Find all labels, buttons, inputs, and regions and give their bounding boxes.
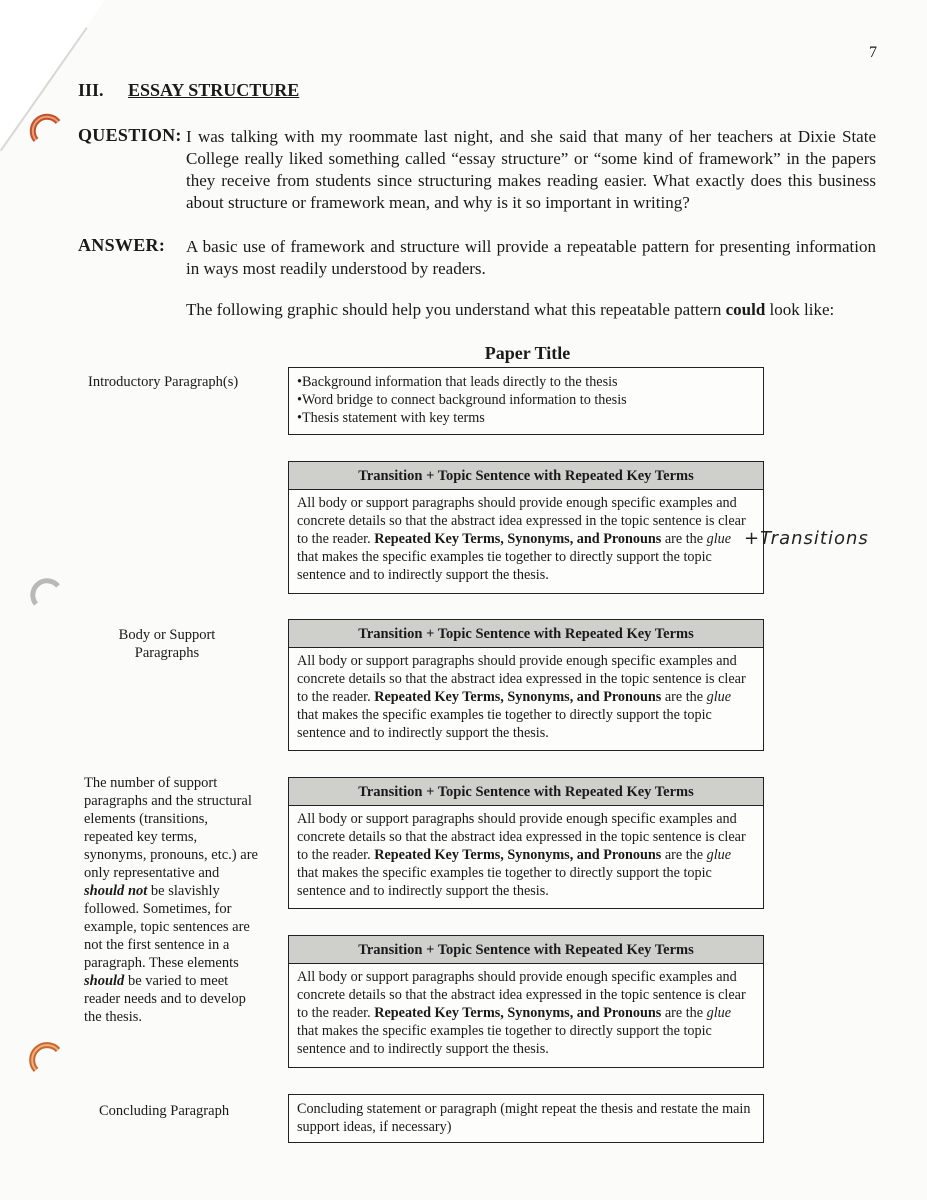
intro-bullet: • Background information that leads directly to the thesis [297, 373, 755, 391]
body-paragraph-box [288, 777, 764, 909]
page-number: 7 [869, 44, 877, 61]
question-text: I was talking with my roommate last night, and she said that many of her teachers at Dixie State College really liked something called “essay structure” or “some kind of framework” in the papers they receive from students since structuring makes reading easier. What exactly does this business about structure or framework mean, and why is it so important in writing? [186, 127, 876, 212]
body-box-header: Transition + Topic Sentence with Repeated Key Terms [289, 462, 763, 490]
section-heading [78, 80, 299, 101]
intro-bullet-list [297, 373, 755, 427]
body-box-text: All body or support paragraphs should provide enough specific examples and concrete details so that the abstract idea expressed in the topic sentence is clear to the reader. Repeated Key Terms, Synonyms, and Pronouns are the glue that makes the specific examples tie together to directly support the topic sentence and to indirectly support the thesis. [297, 653, 746, 741]
answer-text: A basic use of framework and structure will provide a repeatable pattern for presenting information in ways most readily understood by readers. [186, 237, 876, 278]
body-box-text: All body or support paragraphs should provide enough specific examples and concrete details so that the abstract idea expressed in the topic sentence is clear to the reader. Repeated Key Terms, Synonyms, and Pronouns are the glue that makes the specific examples tie together to directly support the topic sentence and to indirectly support the thesis. [297, 811, 746, 899]
body-paragraph-box [288, 935, 764, 1068]
body-paragraph-box [288, 619, 764, 751]
answer-label: ANSWER: [78, 235, 166, 255]
body-box-text: All body or support paragraphs should provide enough specific examples and concrete details so that the abstract idea expressed in the topic sentence is clear to the reader. Repeated Key Terms, Synonyms, and Pronouns are the glue that makes the specific examples tie together to directly support the topic sentence and to indirectly support the thesis. [297, 969, 746, 1057]
intro-bullet: • Thesis statement with key terms [297, 409, 755, 427]
body-box-text: All body or support paragraphs should provide enough specific examples and concrete details so that the abstract idea expressed in the topic sentence is clear to the reader. Repeated Key Terms, Synonyms, and Pronouns are the glue that makes the specific examples tie together to directly support the topic sentence and to indirectly support the thesis. [297, 495, 746, 583]
intro-bullet: • Word bridge to connect background information to thesis [297, 391, 755, 409]
body-box-header: Transition + Topic Sentence with Repeated Key Terms [289, 778, 763, 806]
section-number: III. [78, 80, 104, 100]
concluding-paragraph-label: Concluding Paragraph [99, 1103, 230, 1119]
binder-hole-icon [28, 576, 66, 614]
body-box-header: Transition + Topic Sentence with Repeated Key Terms [289, 936, 763, 964]
binder-hole-icon [28, 1040, 66, 1078]
body-box-header: Transition + Topic Sentence with Repeated Key Terms [289, 620, 763, 648]
paper-title: Paper Title [484, 343, 571, 363]
handwritten-annotation: +Transitions [744, 528, 869, 549]
concluding-paragraph-box [288, 1094, 764, 1143]
body-paragraph-box [288, 461, 764, 594]
section-title: ESSAY STRUCTURE [128, 80, 300, 100]
intro-paragraph-label: Introductory Paragraph(s) [88, 374, 239, 390]
emphasis-could: could [725, 300, 766, 319]
structure-note: The number of support paragraphs and the structural elements (transitions, repeated key terms, synonyms, pronouns, etc.) are only representative and should not be slavishly followed. Sometimes, for example, topic sentences are not the first sentence in a paragraph. These elements should be varied to meet reader needs and to develop the thesis. [84, 775, 258, 1025]
question-label: QUESTION: [78, 125, 182, 145]
body-paragraphs-label: Body or Support Paragraphs [118, 627, 216, 661]
concluding-box-text: Concluding statement or paragraph (might repeat the thesis and restate the main support ideas, if necessary) [297, 1101, 751, 1135]
binder-hole-icon [28, 112, 66, 150]
graphic-intro-text: The following graphic should help you understand what this repeatable pattern could look like: [186, 300, 835, 319]
intro-paragraph-box [288, 367, 764, 435]
